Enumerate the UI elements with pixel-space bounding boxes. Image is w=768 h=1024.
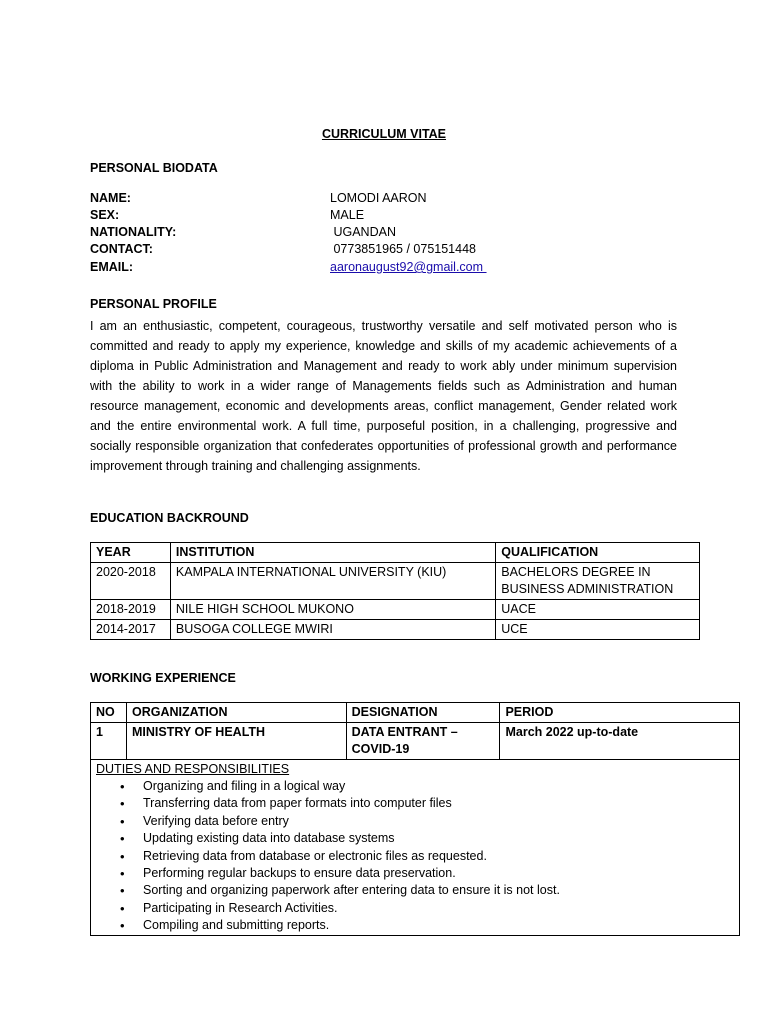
table-header-row xyxy=(91,703,740,723)
column-header-qualification: QUALIFICATION xyxy=(496,543,700,563)
experience-heading: WORKING EXPERIENCE xyxy=(90,671,236,685)
table-row xyxy=(91,563,700,600)
cell-no: 1 xyxy=(91,723,127,760)
table-row xyxy=(91,620,700,640)
duties-title: DUTIES AND RESPONSIBILITIES xyxy=(96,762,290,776)
experience-table xyxy=(90,702,740,936)
bio-value-email xyxy=(330,260,487,274)
cell-qualification: BACHELORS DEGREE IN BUSINESS ADMINISTRATION xyxy=(496,563,700,600)
cell-year: 2014-2017 xyxy=(91,620,171,640)
bio-value-sex: MALE xyxy=(330,208,365,222)
duties-list xyxy=(96,778,734,935)
list-item: • Performing regular backups to ensure data preservation. xyxy=(143,865,734,882)
bio-value-nationality: UGANDAN xyxy=(330,225,396,239)
list-item: • Organizing and filing in a logical way xyxy=(143,778,734,795)
duties-row xyxy=(91,760,740,936)
column-header-period: PERIOD xyxy=(500,703,740,723)
list-item: • Sorting and organizing paperwork after entering data to ensure it is not lost. xyxy=(143,882,734,899)
column-header-no: NO xyxy=(91,703,127,723)
bio-value-contact: 0773851965 / 075151448 xyxy=(330,242,476,256)
profile-heading: PERSONAL PROFILE xyxy=(90,297,217,311)
bio-label-nationality: NATIONALITY: xyxy=(90,225,177,239)
email-link[interactable]: aaronaugust92@gmail.com xyxy=(330,260,487,274)
list-item: • Compiling and submitting reports. xyxy=(143,917,734,934)
cell-institution: KAMPALA INTERNATIONAL UNIVERSITY (KIU) xyxy=(170,563,495,600)
education-heading: EDUCATION BACKROUND xyxy=(90,511,249,525)
table-header-row xyxy=(91,543,700,563)
cell-institution: BUSOGA COLLEGE MWIRI xyxy=(170,620,495,640)
column-header-designation: DESIGNATION xyxy=(346,703,500,723)
biodata-heading: PERSONAL BIODATA xyxy=(90,161,218,175)
list-item: • Retrieving data from database or electronic files as requested. xyxy=(143,848,734,865)
column-header-institution: INSTITUTION xyxy=(170,543,495,563)
column-header-year: YEAR xyxy=(91,543,171,563)
list-item: • Transferring data from paper formats into computer files xyxy=(143,795,734,812)
cell-qualification: UCE xyxy=(496,620,700,640)
list-item: • Updating existing data into database systems xyxy=(143,830,734,847)
profile-text: I am an enthusiastic, competent, courageous, trustworthy versatile and self motivated person who is committed and ready to apply my experience, knowledge and skills of my academic achievements of a diploma in Public Administration and Management and ready to work ably under minimum supervision with the ability to work in a wider range of Managements fields such as Administration and human resource management, economic and developments areas, conflict management, Gender related work and the entire environmental work. A full time, purposeful position, in a challenging, progressive and socially responsible organization that confederates opportunities of professional growth and performance improvement through training and challenging assignments. xyxy=(90,319,677,473)
bio-label-email: EMAIL: xyxy=(90,260,134,274)
list-item: • Verifying data before entry xyxy=(143,813,734,830)
table-row xyxy=(91,723,740,760)
cell-period: March 2022 up-to-date xyxy=(500,723,740,760)
cell-designation: DATA ENTRANT – COVID-19 xyxy=(346,723,500,760)
bio-label-name: NAME: xyxy=(90,191,131,205)
column-header-organization: ORGANIZATION xyxy=(126,703,346,723)
cell-organization: MINISTRY OF HEALTH xyxy=(126,723,346,760)
bio-value-name: LOMODI AARON xyxy=(330,191,427,205)
duties-cell xyxy=(91,760,740,936)
table-row xyxy=(91,600,700,620)
cell-institution: NILE HIGH SCHOOL MUKONO xyxy=(170,600,495,620)
bio-label-contact: CONTACT: xyxy=(90,242,153,256)
cell-qualification: UACE xyxy=(496,600,700,620)
bio-label-sex: SEX: xyxy=(90,208,120,222)
cell-year: 2018-2019 xyxy=(91,600,171,620)
document-title: CURRICULUM VITAE xyxy=(321,127,447,141)
list-item: • Participating in Research Activities. xyxy=(143,900,734,917)
cell-year: 2020-2018 xyxy=(91,563,171,600)
education-table xyxy=(90,542,700,640)
